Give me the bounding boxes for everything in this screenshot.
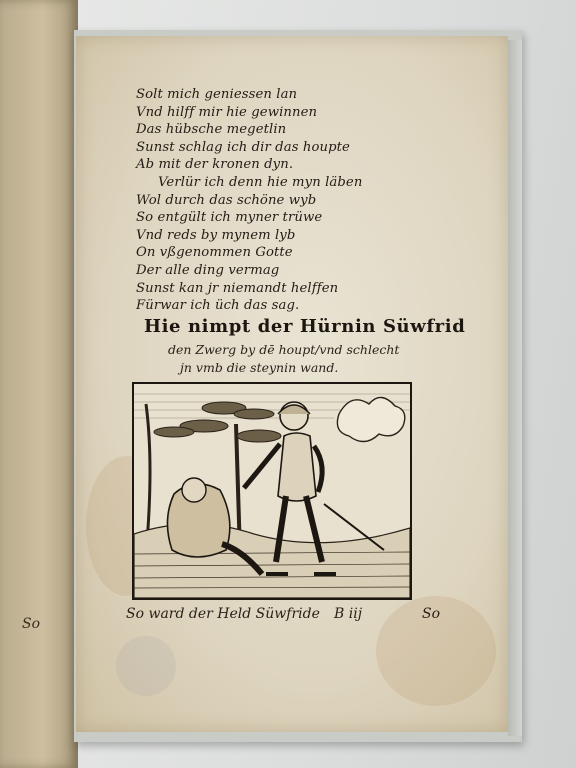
poem-line: Wol durch das schöne wyb [136, 192, 317, 208]
signature-mark: B iij [334, 606, 363, 622]
poem-line: Sunst schlag ich dir das houpte [136, 139, 350, 155]
poem-line: Fürwar ich üch das sag. [136, 298, 300, 314]
poem-line: Der alle ding vermag [136, 262, 280, 278]
subheading-line: den Zwerg by dē houpt/vnd schlecht [168, 342, 400, 357]
poem-line: Vnd hilff mir hie gewinnen [136, 104, 318, 120]
board-edge [508, 40, 522, 736]
poem-line: Sunst kan jr niemandt helffen [136, 280, 339, 296]
caption-line: So ward der Held Süwfride [126, 606, 320, 622]
poem-line: Verlür ich denn hie myn läben [158, 174, 363, 190]
poem-text [136, 86, 436, 315]
poem-line: Ab mit der kronen dyn. [136, 157, 294, 173]
woodcut-illustration [132, 382, 412, 600]
subheading-line: jn vmb die steynin wand. [180, 360, 339, 375]
poem-line: Vnd reds by mynem lyb [136, 227, 296, 243]
previous-leaf-edge [0, 0, 78, 768]
catchword: So [422, 606, 441, 622]
poem-line: So entgült ich myner trüwe [136, 210, 323, 226]
poem-line: Das hübsche megetlin [136, 122, 287, 138]
paper-stain [116, 636, 176, 696]
book-page [76, 36, 508, 732]
woodcut-drawing [134, 384, 410, 598]
poem-line: On vßgenommen Gotte [136, 245, 293, 261]
verso-catchword: So [22, 616, 41, 632]
poem-line: Solt mich geniessen lan [136, 87, 298, 102]
section-heading: Hie nimpt der Hürnin Süwfrid [144, 316, 466, 337]
